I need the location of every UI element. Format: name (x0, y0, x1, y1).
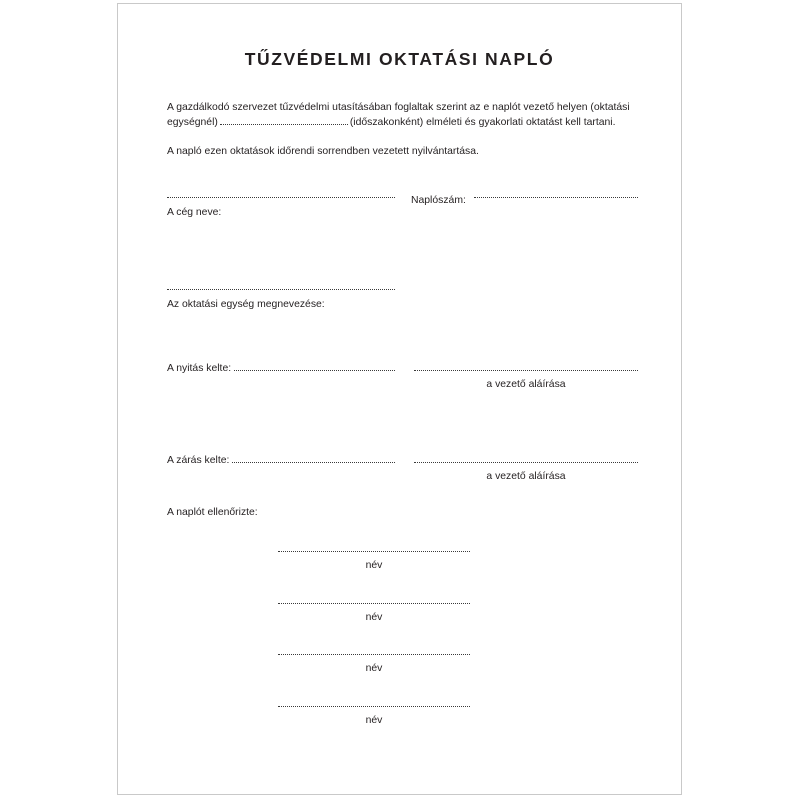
inspector-name-dotted-line[interactable] (278, 706, 470, 707)
closing-signature-dotted-line[interactable] (414, 462, 638, 463)
document-page (117, 3, 682, 795)
opening-signature-caption: a vezető aláírása (486, 379, 566, 390)
opening-date-label: A nyitás kelte: (167, 363, 232, 374)
company-name-dotted-line[interactable] (167, 197, 395, 198)
closing-date-dotted-line[interactable] (232, 462, 395, 463)
opening-signature-dotted-line[interactable] (414, 370, 638, 371)
intro-paragraph-part1: A gazdálkodó szervezet tűzvédelmi utasításában foglaltak szerint az e naplót vezető helyen (oktatási egységnél) (167, 102, 630, 128)
closing-signature-caption: a vezető aláírása (486, 471, 566, 482)
inspector-name-caption: név (365, 663, 383, 674)
inspector-name-dotted-line[interactable] (278, 551, 470, 552)
journal-number-dotted-line[interactable] (474, 197, 638, 198)
training-unit-label: Az oktatási egység megnevezése: (167, 299, 325, 310)
inspector-name-dotted-line[interactable] (278, 654, 470, 655)
intro-dotted-blank (220, 117, 348, 125)
inspector-name-caption: név (365, 560, 383, 571)
intro-paragraph-part2: (időszakonként) elméleti és gyakorlati oktatást kell tartani. (349, 117, 616, 128)
inspector-name-caption: név (365, 715, 383, 726)
company-name-label: A cég neve: (167, 207, 222, 218)
journal-number-label: Naplószám: (411, 195, 466, 206)
inspector-name-dotted-line[interactable] (278, 603, 470, 604)
page-title: TŰZVÉDELMI OKTATÁSI NAPLÓ (244, 49, 555, 69)
training-unit-dotted-line[interactable] (167, 289, 395, 290)
inspector-name-caption: név (365, 612, 383, 623)
checked-by-label: A naplót ellenőrizte: (167, 507, 258, 518)
intro-paragraph-2: A napló ezen oktatások időrendi sorrendben vezetett nyilvántartása. (167, 146, 479, 157)
opening-date-dotted-line[interactable] (234, 370, 395, 371)
closing-date-label: A zárás kelte: (167, 455, 230, 466)
intro-paragraph (167, 100, 639, 130)
